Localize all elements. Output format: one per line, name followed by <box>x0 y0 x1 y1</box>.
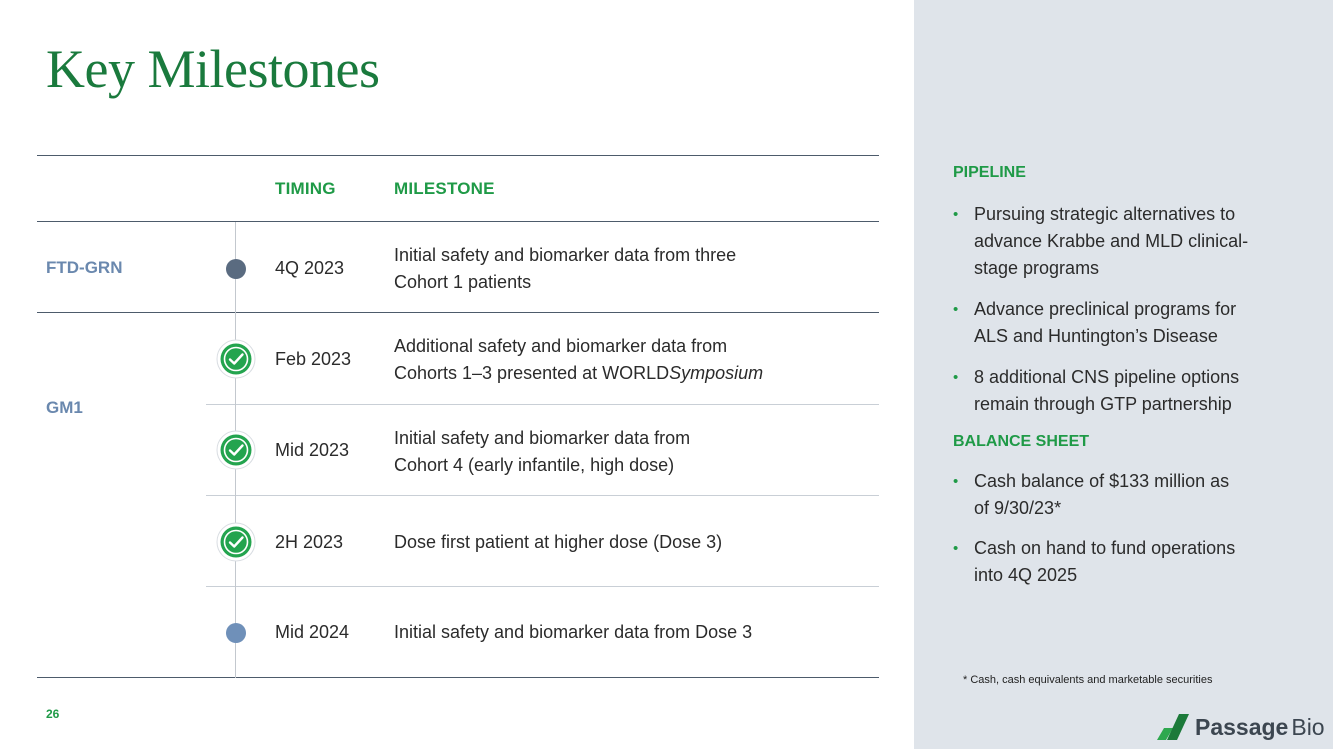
upcoming-milestone-dot <box>226 623 246 643</box>
upcoming-milestone-dot <box>226 259 246 279</box>
program-divider-rule <box>37 312 879 313</box>
timing-cell: 2H 2023 <box>275 532 344 552</box>
bullet-line: Advance preclinical programs for <box>974 299 1237 319</box>
program-label-gm1: GM1 <box>46 398 83 417</box>
milestone-header: MILESTONE <box>394 179 495 198</box>
milestone-line: Additional safety and biomarker data from <box>394 336 728 356</box>
balance-bullet <box>953 535 1298 589</box>
milestone-cell <box>394 333 763 387</box>
bullet-line: 8 additional CNS pipeline options <box>974 367 1240 387</box>
milestone-line: Initial safety and biomarker data from <box>394 428 691 448</box>
table-bottom-rule <box>37 677 879 678</box>
row-divider <box>206 586 879 587</box>
timing-cell: Mid 2024 <box>275 622 350 642</box>
row-divider <box>206 495 879 496</box>
timing-header: TIMING <box>275 179 336 198</box>
table-top-rule <box>37 155 879 156</box>
bullet-line: stage programs <box>974 258 1100 278</box>
bullet-line: Cash balance of $133 million as <box>974 471 1230 491</box>
milestone-text: Cohorts 1–3 presented at WORLD <box>394 363 670 383</box>
page-title: Key Milestones <box>46 39 380 99</box>
milestone-line: Initial safety and biomarker data from three <box>394 245 737 265</box>
balance-bullet <box>953 468 1298 522</box>
page-number: 26 <box>46 707 60 721</box>
milestone-cell <box>394 242 736 296</box>
bullet-mark: • <box>953 301 959 318</box>
pipeline-heading: PIPELINE <box>953 164 1026 181</box>
timing-cell: Feb 2023 <box>275 349 352 369</box>
logo-text-passage: Passage <box>1195 713 1289 740</box>
bullet-line: Cash on hand to fund operations <box>974 538 1236 558</box>
timing-cell: Mid 2023 <box>275 440 350 460</box>
bullet-mark: • <box>953 369 959 386</box>
bullet-mark: • <box>953 473 959 490</box>
pipeline-bullet <box>953 364 1298 418</box>
completed-check-icon <box>216 430 256 470</box>
pipeline-bullet <box>953 296 1298 350</box>
milestone-cell <box>394 425 690 479</box>
milestone-line: Dose first patient at higher dose (Dose 3) <box>394 532 723 552</box>
milestone-cell <box>394 529 722 556</box>
bullet-mark: • <box>953 206 959 223</box>
bullet-line: of 9/30/23* <box>974 498 1062 518</box>
logo-text-bio: Bio <box>1291 713 1325 740</box>
footnote: * Cash, cash equivalents and marketable securities <box>963 674 1213 686</box>
balance-sheet-heading: BALANCE SHEET <box>953 433 1090 450</box>
bullet-line: Pursuing strategic alternatives to <box>974 204 1236 224</box>
bullet-line: advance Krabbe and MLD clinical- <box>974 231 1249 251</box>
milestone-line: Cohort 1 patients <box>394 272 532 292</box>
program-label-ftd-grn: FTD-GRN <box>46 258 123 277</box>
pipeline-bullet <box>953 201 1298 282</box>
bullet-line: ALS and Huntington’s Disease <box>974 326 1218 346</box>
completed-check-icon <box>216 522 256 562</box>
passage-bio-logo <box>1157 712 1325 742</box>
bullet-line: remain through GTP partnership <box>974 394 1232 414</box>
milestone-italic-text: Symposium <box>669 363 764 383</box>
table-header-rule <box>37 221 879 222</box>
milestone-line <box>394 360 763 387</box>
logo-mark-icon <box>1157 714 1189 740</box>
completed-check-icon <box>216 339 256 379</box>
milestone-cell <box>394 619 752 646</box>
bullet-line: into 4Q 2025 <box>974 565 1078 585</box>
bullet-mark: • <box>953 540 959 557</box>
row-divider <box>206 404 879 405</box>
timing-cell: 4Q 2023 <box>275 258 345 278</box>
milestone-line: Cohort 4 (early infantile, high dose) <box>394 455 675 475</box>
milestone-line: Initial safety and biomarker data from Dose 3 <box>394 622 753 642</box>
